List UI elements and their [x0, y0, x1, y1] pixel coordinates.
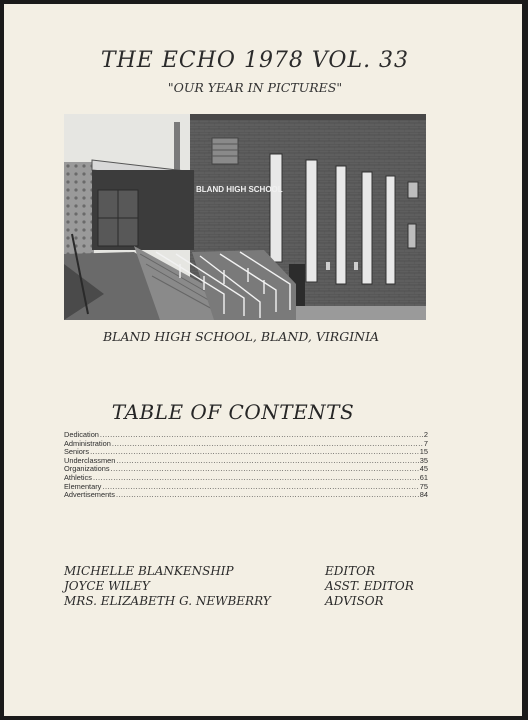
toc-leader-dots	[100, 431, 423, 440]
staff-name: MRS. ELIZABETH G. NEWBERRY	[64, 594, 271, 608]
toc-leader-dots	[102, 483, 418, 492]
toc-entry-page: 61	[419, 472, 428, 482]
toc-entry-page: 2	[423, 430, 428, 439]
staff-credits	[64, 564, 464, 609]
toc-entry-page: 75	[419, 481, 428, 491]
toc-entry-page: 7	[423, 438, 428, 448]
toc-entry	[64, 431, 428, 440]
staff-name: MICHELLE BLANKENSHIP	[64, 564, 234, 578]
toc-entry	[64, 457, 428, 466]
toc-entry-label: Dedication	[64, 430, 99, 439]
building-sign: BLAND HIGH SCHOOL	[196, 185, 283, 194]
staff-row	[64, 579, 464, 594]
toc-leader-dots	[93, 474, 419, 483]
toc-entry-label: Advertisements	[64, 490, 115, 500]
toc-entry	[64, 491, 428, 500]
staff-name: JOYCE WILEY	[64, 579, 150, 593]
table-of-contents	[64, 431, 428, 500]
photo-caption: BLAND HIGH SCHOOL, BLAND, VIRGINIA	[102, 329, 380, 344]
toc-leader-dots	[111, 465, 419, 474]
toc-entry-page: 84	[419, 490, 428, 500]
school-building-photo	[64, 114, 426, 320]
staff-row	[64, 594, 464, 609]
toc-entry-label: Elementary	[64, 481, 102, 491]
toc-entry-label: Underclassmen	[64, 455, 116, 465]
yearbook-page	[4, 4, 522, 716]
toc-entry-label: Administration	[64, 438, 111, 448]
toc-entry-label: Athletics	[64, 472, 92, 482]
toc-title: TABLE OF CONTENTS	[111, 400, 355, 424]
toc-entry	[64, 483, 428, 492]
toc-leader-dots	[112, 440, 423, 449]
toc-entry-label: Organizations	[64, 464, 110, 474]
toc-leader-dots	[116, 491, 419, 500]
toc-entry	[64, 465, 428, 474]
toc-leader-dots	[116, 457, 418, 466]
school-building-illustration	[64, 114, 426, 320]
staff-role: ADVISOR	[325, 594, 384, 608]
toc-entry	[64, 474, 428, 483]
toc-entry-label: Seniors	[64, 447, 90, 457]
toc-leader-dots	[90, 448, 419, 457]
staff-role: EDITOR	[325, 564, 375, 578]
toc-entry-page: 35	[419, 455, 428, 465]
toc-entry-page: 45	[419, 464, 428, 474]
staff-row	[64, 564, 464, 579]
yearbook-title: THE ECHO 1978 VOL. 33	[100, 48, 410, 73]
toc-entry	[64, 440, 428, 449]
staff-role: ASST. EDITOR	[325, 579, 414, 593]
toc-entry	[64, 448, 428, 457]
yearbook-subtitle: "OUR YEAR IN PICTURES"	[167, 80, 343, 95]
toc-entry-page: 15	[419, 447, 428, 457]
